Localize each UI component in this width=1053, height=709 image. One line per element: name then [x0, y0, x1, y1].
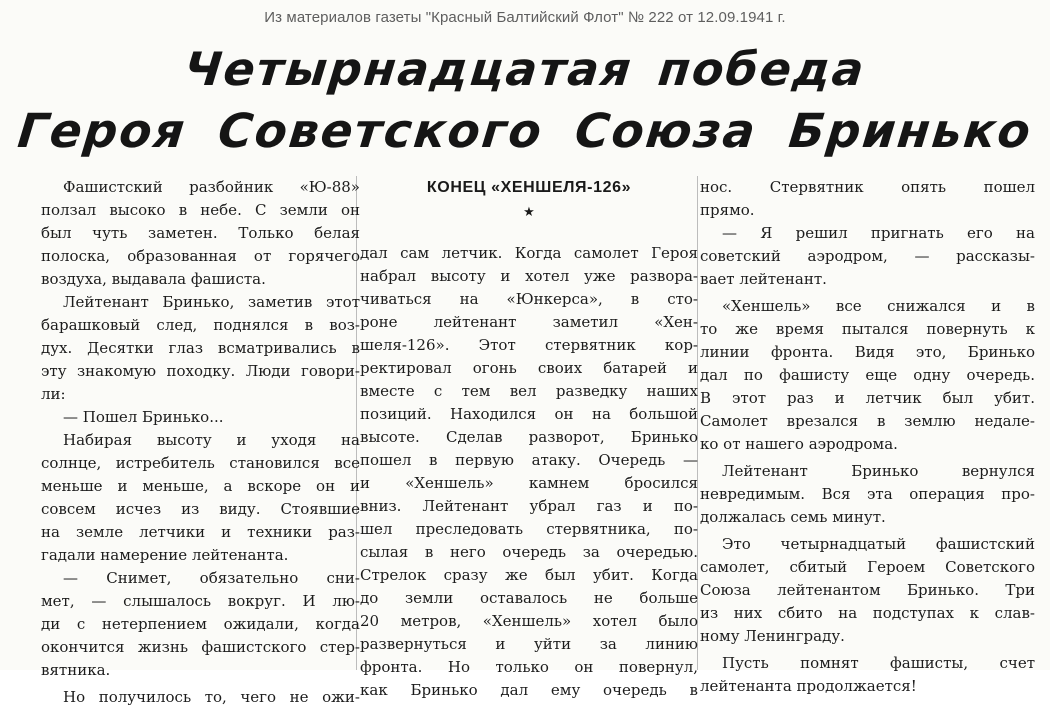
text-line: совсем исчез из виду. Стоявшие [41, 500, 360, 518]
text-line: невредимым. Вся эта операция про- [700, 485, 1035, 503]
text-line: — Снимет, обязательно сни- [63, 569, 360, 587]
text-line: из них сбито на подступах к слав- [700, 604, 1035, 622]
text-line: воздуха, выдавала фашиста. [41, 270, 266, 288]
text-line: Набирая высоту и уходя на [63, 431, 360, 449]
text-line: меньше и меньше, а вскоре он и [41, 477, 360, 495]
article-column-3 [700, 176, 1035, 698]
text-line: линии фронта. Видя это, Бринько [700, 343, 1035, 361]
text-line: Лейтенант Бринько, заметив этот [63, 293, 360, 311]
text-line: сылая в него очередь за очередью. [360, 543, 698, 561]
text-line: полоска, образованная от горячего [41, 247, 360, 265]
text-line: шел преследовать стервятника, по- [360, 520, 698, 538]
text-line: «Хеншель» все снижался и в [722, 297, 1035, 315]
text-line: Лейтенант Бринько вернулся [722, 462, 1035, 480]
text-line: Союза лейтенантом Бринько. Три [700, 581, 1035, 599]
text-line: ди с нетерпением ожидали, когда [41, 615, 360, 633]
headline-line-2: Героя Советского Союза Бринько [15, 104, 1035, 159]
text-line: барашковый след, поднялся в воз- [41, 316, 360, 334]
text-line: до земли оставалось не больше [360, 589, 698, 607]
text-line: и «Хеншель» камнем бросился [360, 474, 698, 492]
text-line: — Пошел Бринько... [63, 408, 224, 426]
text-line: самолет, сбитый Героем Советского [700, 558, 1035, 576]
text-line: дух. Десятки глаз всматривались в [41, 339, 360, 357]
text-line: — Я решил пригнать его на [722, 224, 1035, 242]
text-line: высоте. Сделав разворот, Бринько [360, 428, 698, 446]
text-line: ректировал огонь своих батарей и [360, 359, 698, 377]
text-line: на земле летчики и техники раз- [41, 523, 360, 541]
text-line: чиваться на «Юнкерса», в сто- [360, 290, 698, 308]
text-line: развернуться и уйти за линию [360, 635, 698, 653]
text-line: 20 метров, «Хеншель» хотел было [360, 612, 698, 630]
star-ornament-icon: ★ [523, 205, 535, 220]
text-line: ному Ленинграду. [700, 627, 845, 645]
text-line: мет, — слышалось вокруг. И лю- [41, 592, 360, 610]
text-line: шеля-126». Этот стервятник кор- [360, 336, 698, 354]
text-line: то же время пытался повернуть к [700, 320, 1035, 338]
text-line: вниз. Лейтенант убрал газ и по- [360, 497, 698, 515]
text-line: Пусть помнят фашисты, счет [722, 654, 1035, 672]
text-line: позиций. Находился он на большой [360, 405, 698, 423]
text-line: должалась семь минут. [700, 508, 886, 526]
text-line: окончится жизнь фашистского стер- [41, 638, 360, 656]
article-subheading: КОНЕЦ «ХЕНШЕЛЯ-126» [426, 179, 632, 196]
text-line: роне лейтенант заметил «Хен- [360, 313, 698, 331]
text-line: дал сам летчик. Когда самолет Героя [360, 244, 698, 262]
text-line: как Бринько дал ему очередь в [360, 681, 698, 699]
text-line: советский аэродром, — рассказы- [700, 247, 1035, 265]
text-line: был чуть заметен. Только белая [41, 224, 360, 242]
text-line: Но получилось то, чего не ожи- [63, 688, 360, 706]
text-line: нос. Стервятник опять пошел [700, 178, 1035, 196]
text-line: гадали намерение лейтенанта. [41, 546, 289, 564]
text-line: солнце, истребитель становился все [41, 454, 360, 472]
text-line: фронта. Но только он повернул, [360, 658, 698, 676]
text-line: ли: [41, 385, 66, 403]
text-line: эту знакомую походку. Люди говори- [41, 362, 360, 380]
column-2-body [360, 242, 698, 702]
text-line: пошел в первую атаку. Очередь — [360, 451, 698, 469]
text-line: лейтенанта продолжается! [700, 677, 917, 695]
text-line: Фашистский разбойник «Ю-88» [63, 178, 360, 196]
text-line: ко от нашего аэродрома. [700, 435, 898, 453]
text-line: В этот раз и летчик был убит. [700, 389, 1035, 407]
source-caption: Из материалов газеты "Красный Балтийский Флот" № 222 от 12.09.1941 г. [264, 9, 786, 26]
text-line: вает лейтенант. [700, 270, 827, 288]
article-column-1 [41, 176, 360, 709]
text-line: Стрелок сразу же был убит. Когда [360, 566, 698, 584]
text-line: ползал высоко в небе. С земли он [41, 201, 360, 219]
text-line: вместе с тем вел разведку наших [360, 382, 698, 400]
text-line: вятника. [41, 661, 111, 679]
text-line: Это четырнадцатый фашистский [722, 535, 1035, 553]
text-line: прямо. [700, 201, 755, 219]
text-line: набрал высоту и хотел уже развора- [360, 267, 698, 285]
text-line: Самолет врезался в землю недале- [700, 412, 1035, 430]
headline-line-1: Четырнадцатая победа [181, 42, 869, 96]
text-line: дал по фашисту еще одну очередь. [700, 366, 1035, 384]
